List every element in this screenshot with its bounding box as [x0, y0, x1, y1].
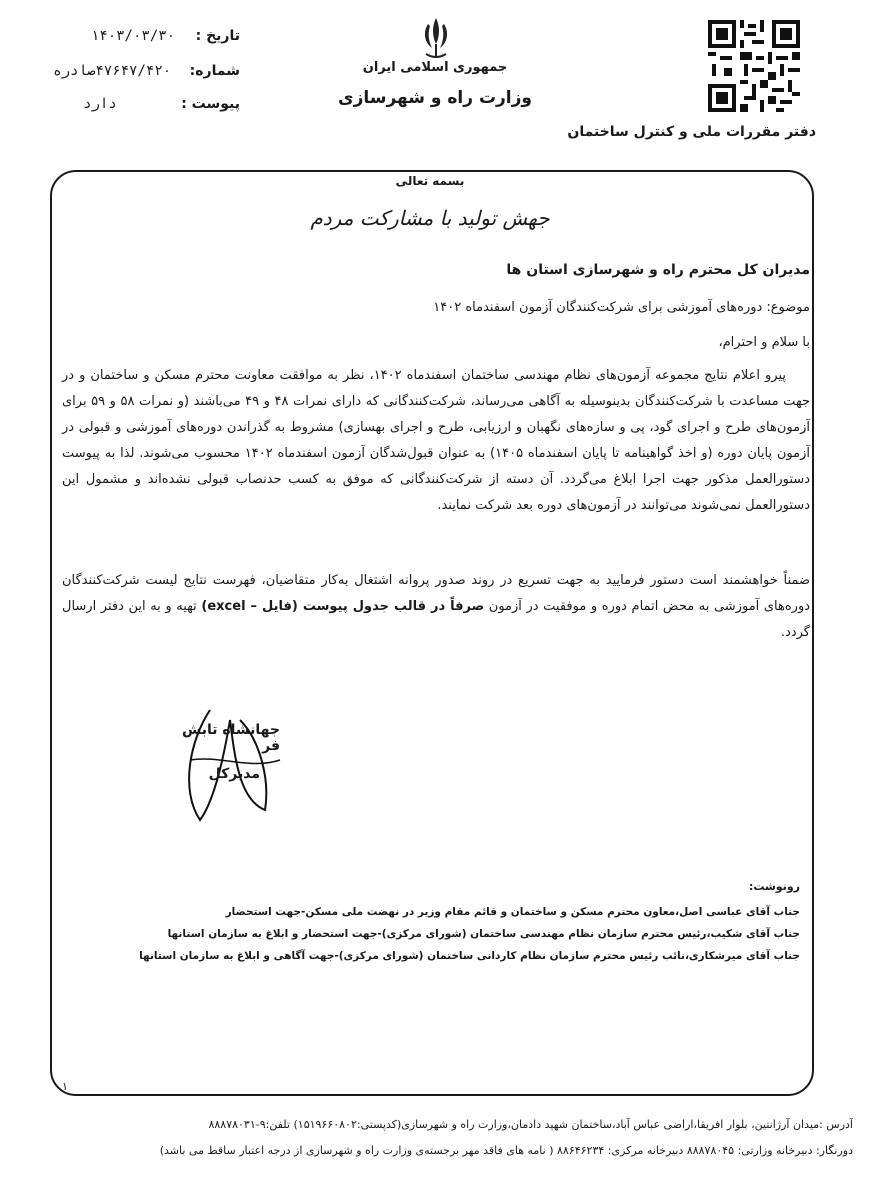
date-row	[40, 28, 240, 44]
body-paragraph-1: پیرو اعلام نتایج مجموعه آزمون‌های نظام مهندسی ساختمان اسفندماه ۱۴۰۲، نظر به موافقت معاونت محترم مسکن و ساختمان و در جهت مساعدت با شرکت‌کنندگان بدینوسیله به آگاهی می‌رساند، شرکت‌کنندگانی که دارای نمرات ۴۸ و ۴۹ می‌باشند (و نمرات ۵۸ و ۵۹ برای آزمون‌های طرح و اجرای گود، پی و سازه‌های نگهبان و ارزیابی، طرح و اجرای بهسازی) مشروط به گذراندن دوره‌های آموزشی و قبولی در آزمون پایان دوره (و اخذ گواهینامه تا پایان اسفندماه ۱۴۰۵) به عنوان قبول‌شدگان آزمون اسفندماه ۱۴۰۲ محسوب می‌شوند. لذا به پیوست دستورالعمل مذکور جهت اجرا ابلاغ می‌گردد. آن دسته از شرکت‌کنندگانی که موفق به کسب حدنصاب قبولی نشده‌اند و مشمول این دستورالعمل نمی‌شوند می‌توانند در آزمون‌های دوره بعد شرکت نمایند.	[62, 368, 811, 513]
date-value: ۱۴۰۳/۰۳/۳۰	[90, 28, 176, 44]
copy-item: جناب آقای عباسی اصل،معاون محترم مسکن و ساختمان و قائم مقام وزیر در نهضت ملی مسکن-جهت استحضار	[225, 906, 800, 918]
copies-title: رونوشت:	[748, 880, 800, 893]
signature-title: مدیرکل	[208, 766, 260, 782]
attachment-label: پیوست :	[181, 96, 240, 112]
paragraph-2-start: ضمناً خواهشمند است دستور فرمایید به جهت تسریع در روند صدور پروانه اشتغال به‌کار متقاضیان، فهرست نتایج لیست شرکت‌کنندگان دوره‌های آموزشی به محض اتمام دوره و موفقیت در آزمون	[62, 573, 811, 614]
government-name: جمهوری اسلامی ایران	[362, 60, 508, 75]
addressee: مدیران کل محترم راه و شهرسازی استان ها	[506, 262, 810, 278]
attachment-value: دارد	[83, 96, 117, 112]
page-number: ۱	[62, 1080, 68, 1093]
footer-address: آدرس :میدان آرژانتین، بلوار افریقا،اراضی عباس آباد،ساختمان شهید دادمان،وزارت راه و شهرسازی(کدپستی:۱۵۱۹۶۶۰۸۰۲) تلفن:۹-۸۸۸۷۸۰۳۱	[208, 1118, 853, 1131]
attachment-row	[40, 96, 240, 112]
ministry-name: وزارت راه و شهرسازی	[337, 88, 532, 108]
copy-item: جناب آقای میرشکاری،نائب رئیس محترم سازمان نظام کاردانی ساختمان (شورای مرکزی)-جهت آگاهی و ابلاغ به سازمان استانها	[139, 950, 800, 962]
bismillah: بسمه تعالی	[395, 174, 465, 188]
signature-name: جهانشاه تابش فر	[181, 722, 280, 754]
number-label: شماره:	[189, 63, 240, 79]
number-value: ۴۷۶۴۷/۴۲۰صادره	[53, 63, 172, 79]
copy-item: جناب آقای شکیب،رئیس محترم سازمان نظام مهندسی ساختمان (شورای مرکزی)-جهت استحضار و ابلاغ به سازمان استانها	[167, 928, 800, 940]
office-name: دفتر مقررات ملی و کنترل ساختمان	[567, 124, 816, 140]
paragraph-2-bold: صرفاً در قالب جدول پیوست (فایل – excel)	[201, 599, 485, 614]
qr-code-icon	[708, 20, 800, 112]
footer-fax: دورنگار: دبیرخانه وزارتی: ۸۸۸۷۸۰۴۵ دبیرخانه مرکزی: ۸۸۶۴۶۲۳۴ ( نامه های فاقد مهر برجسته‌ی وزارت راه و شهرسازی از درجه اعتبار ساقط می باشد)	[159, 1144, 853, 1157]
signature-scribble-icon	[170, 700, 290, 830]
paragraph-2-end: تهیه و به این دفتر ارسال گردد.	[62, 599, 810, 640]
subject: موضوع: دوره‌های آموزشی برای شرکت‌کنندگان آزمون اسفندماه ۱۴۰۲	[433, 300, 810, 315]
iran-emblem-icon	[418, 14, 454, 60]
slogan: جهش تولید با مشارکت مردم	[310, 206, 550, 230]
date-label: تاریخ :	[195, 28, 240, 44]
body-paragraph-2	[62, 568, 810, 646]
greeting: با سلام و احترام،	[718, 335, 810, 350]
number-row	[30, 63, 240, 79]
